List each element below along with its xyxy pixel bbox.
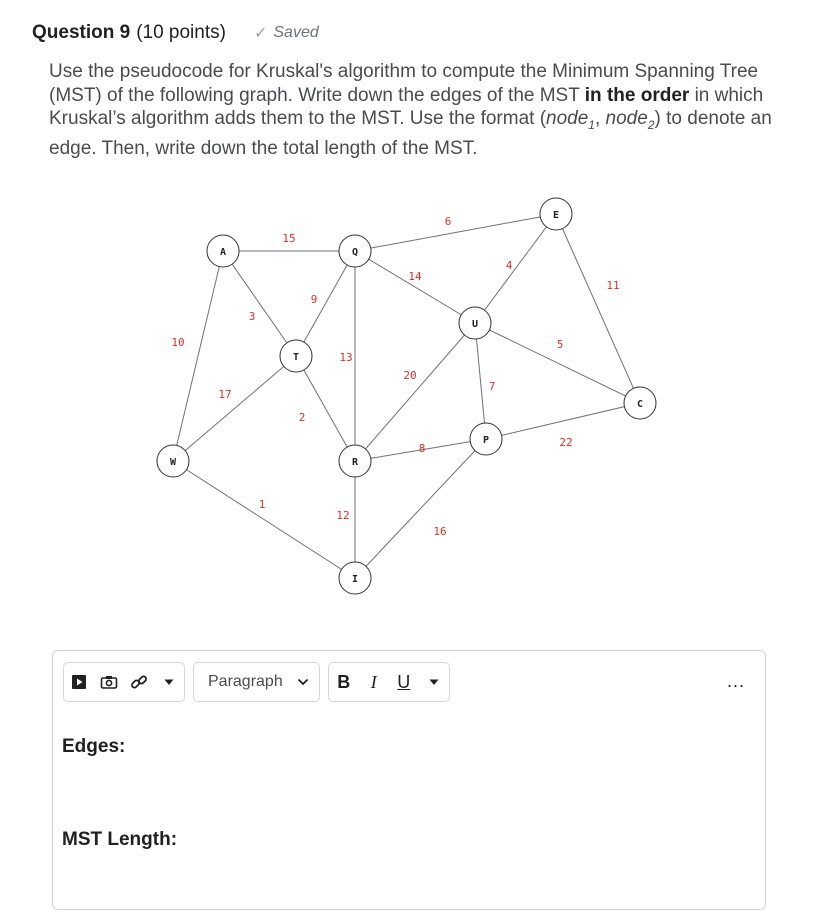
italic-button[interactable]: I (370, 671, 377, 692)
question-text-bold: in the order (584, 84, 690, 106)
format-more-dropdown[interactable] (419, 663, 449, 701)
node1-subscript: 1 (588, 117, 595, 132)
weight-E-C: 11 (606, 279, 620, 292)
question-header (32, 20, 319, 46)
weight-T-W: 17 (218, 388, 232, 401)
edge-A-T (223, 251, 296, 356)
bold-button[interactable]: B (337, 671, 351, 692)
edge-U-E (475, 214, 556, 323)
edge-P-C (486, 403, 640, 439)
edge-Q-U (355, 251, 475, 323)
question-text-part2: in which Kruskal’s algorithm adds them to the MST. Use the format ( (49, 84, 764, 129)
saved-label: Saved (273, 24, 319, 41)
weight-U-P: 7 (488, 380, 496, 393)
edge-E-C (556, 214, 640, 403)
insert-group (63, 662, 185, 702)
weight-Q-U: 14 (408, 270, 422, 283)
insert-video-button[interactable] (64, 663, 94, 701)
answer-editor[interactable] (52, 650, 766, 910)
node-U-label: U (471, 319, 479, 330)
weight-A-T: 3 (248, 310, 256, 323)
link-icon (130, 673, 148, 691)
node-P-label: P (482, 435, 490, 446)
saved-status (254, 23, 319, 43)
weight-U-E: 4 (505, 259, 513, 272)
question-text-part3: ) to denote an edge. Then, write down the total length of the MST. (49, 108, 772, 160)
more-actions-button[interactable]: ... (726, 671, 745, 691)
weight-R-P: 8 (418, 442, 426, 455)
node1-term (546, 108, 595, 132)
node2-subscript: 2 (647, 117, 655, 132)
node-R-label: R (351, 457, 359, 468)
edge-W-I (173, 461, 355, 578)
editor-toolbar (63, 661, 458, 703)
edges-label: Edges: (62, 736, 126, 757)
node1-label: node (546, 108, 589, 129)
paragraph-style-select[interactable] (194, 663, 319, 701)
underline-button[interactable]: U (397, 671, 411, 692)
question-points: (10 points) (136, 22, 226, 43)
edge-Q-T (296, 251, 355, 356)
edge-T-W (173, 356, 296, 461)
chevron-down-icon (297, 678, 309, 686)
editor-content-area[interactable] (62, 731, 752, 901)
weight-Q-E: 6 (444, 215, 452, 228)
edge-P-I (355, 439, 486, 578)
edge-U-C (475, 323, 640, 403)
node-Q-label: Q (351, 247, 359, 258)
node2-term (605, 108, 655, 132)
weight-A-Q: 15 (282, 232, 296, 245)
format-group (328, 662, 450, 702)
node-I-label: I (351, 574, 359, 585)
edge-U-R (355, 323, 475, 461)
weight-R-I: 12 (336, 509, 350, 522)
weight-U-C: 5 (556, 338, 564, 351)
node2-label: node (605, 108, 648, 129)
node-W-label: W (169, 457, 177, 468)
edge-U-P (475, 323, 486, 439)
paragraph-style-label: Paragraph (208, 673, 283, 690)
node-E-label: E (552, 210, 560, 221)
weight-W-I: 1 (258, 498, 266, 511)
video-icon (71, 674, 87, 690)
node-T-label: T (292, 352, 300, 363)
paragraph-group (193, 662, 320, 702)
question-text: Use the pseudocode for Kruskal's algorithm to compute the Minimum Spanning Tree (MST) of the following graph. Write down the edges of the MST in the order in which Kruskal’s algorithm adds them to the MST. Use the format (node$_1$, node$_2$) to denote an edge. Then, write down the total length of the MST. (49, 61, 772, 160)
node-C-label: C (636, 399, 644, 410)
weight-A-W: 10 (171, 336, 185, 349)
edge-A-W (173, 251, 223, 461)
caret-down-icon (163, 678, 175, 686)
node-A-label: A (219, 247, 227, 258)
weight-P-I: 16 (433, 525, 447, 538)
question-title: Question 9 (32, 22, 131, 43)
weight-U-R: 20 (403, 369, 417, 382)
edge-Q-E (355, 214, 556, 251)
weight-Q-R: 13 (339, 351, 353, 364)
weight-P-C: 22 (559, 436, 573, 449)
edge-T-R (296, 356, 355, 461)
weight-Q-T: 9 (310, 293, 318, 306)
checkmark-icon: ✓ (253, 25, 268, 42)
insert-link-button[interactable] (124, 663, 154, 701)
mst-length-label: MST Length: (62, 829, 178, 850)
caret-down-icon (428, 678, 440, 686)
insert-more-dropdown[interactable] (154, 663, 184, 701)
question-text-part1: Use the pseudocode for Kruskal's algorithm to compute the Minimum Spanning Tree (MST) of the following graph. Write down the edges of the MST (49, 61, 759, 106)
weight-T-R: 2 (298, 411, 306, 424)
graph-diagram (150, 195, 670, 605)
camera-icon (100, 674, 118, 690)
insert-image-button[interactable] (94, 663, 124, 701)
